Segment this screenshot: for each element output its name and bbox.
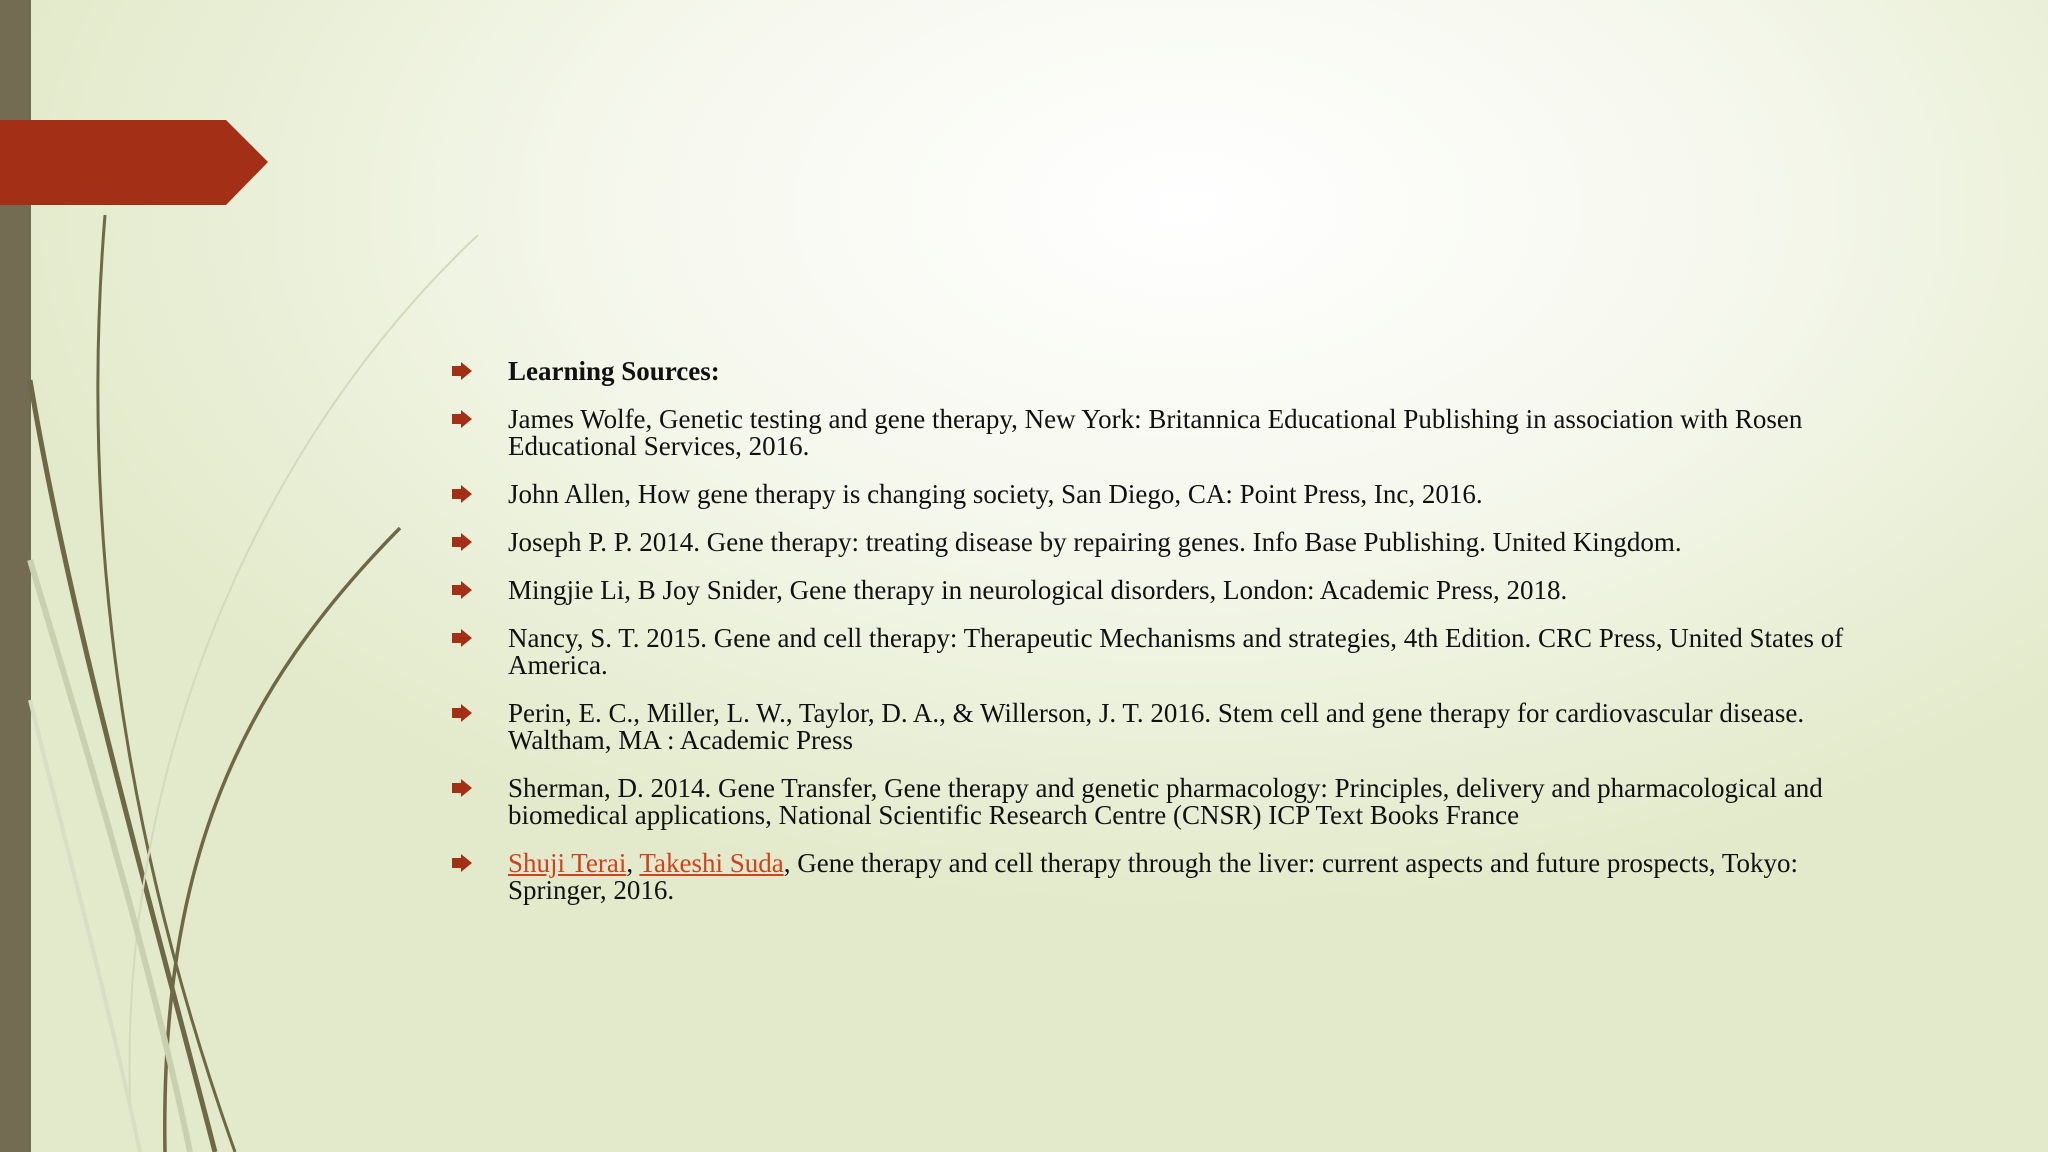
- source-text: Mingjie Li, B Joy Snider, Gene therapy in neurological disorders, London: Academic Press, 2018.: [508, 575, 1568, 605]
- author-separator: ,: [626, 848, 640, 878]
- arrow-right-bullet-icon: [452, 485, 472, 503]
- arrow-right-bullet-icon: [452, 410, 472, 428]
- list-item: [452, 481, 1892, 508]
- source-text: Nancy, S. T. 2015. Gene and cell therapy: Therapeutic Mechanisms and strategies, 4th Edition. CRC Press, United States of America.: [508, 623, 1844, 680]
- list-item: [452, 850, 1892, 904]
- list-item: [452, 406, 1892, 460]
- title-ribbon-banner: [0, 120, 268, 205]
- source-text: James Wolfe, Genetic testing and gene therapy, New York: Britannica Educational Publishing in association with Rosen Educational Services, 2016.: [508, 404, 1803, 461]
- source-text: Sherman, D. 2014. Gene Transfer, Gene therapy and genetic pharmacology: Principles, delivery and pharmacological and biomedical applications, National Scientific Research Centre (CNSR) ICP Text Books France: [508, 773, 1823, 830]
- arrow-right-bullet-icon: [452, 704, 472, 722]
- list-item: [452, 529, 1892, 556]
- arrow-right-bullet-icon: [452, 581, 472, 599]
- source-text: , Gene therapy and cell therapy through the liver: current aspects and future prospects, Tokyo: Springer, 2016.: [508, 848, 1798, 905]
- list-item: [452, 625, 1892, 679]
- arrow-right-bullet-icon: [452, 362, 472, 380]
- source-text: John Allen, How gene therapy is changing society, San Diego, CA: Point Press, Inc, 2016.: [508, 479, 1483, 509]
- arrow-right-bullet-icon: [452, 854, 472, 872]
- arrow-right-bullet-icon: [452, 533, 472, 551]
- list-item: [452, 700, 1892, 754]
- list-item-heading: [452, 358, 1892, 385]
- sources-heading: Learning Sources:: [508, 356, 720, 386]
- arrow-right-bullet-icon: [452, 629, 472, 647]
- source-text: Perin, E. C., Miller, L. W., Taylor, D. A., & Willerson, J. T. 2016. Stem cell and gene therapy for cardiovascular disease. Waltham, MA : Academic Press: [508, 698, 1805, 755]
- arrow-right-bullet-icon: [452, 779, 472, 797]
- sources-list: [452, 358, 1892, 904]
- source-text: Joseph P. P. 2014. Gene therapy: treating disease by repairing genes. Info Base Publishing. United Kingdom.: [508, 527, 1682, 557]
- list-item: [452, 577, 1892, 604]
- list-item: [452, 775, 1892, 829]
- learning-sources-section: [452, 358, 1892, 925]
- author-link-shuji-terai[interactable]: Shuji Terai: [508, 848, 627, 878]
- author-link-takeshi-suda[interactable]: Takeshi Suda: [639, 848, 784, 878]
